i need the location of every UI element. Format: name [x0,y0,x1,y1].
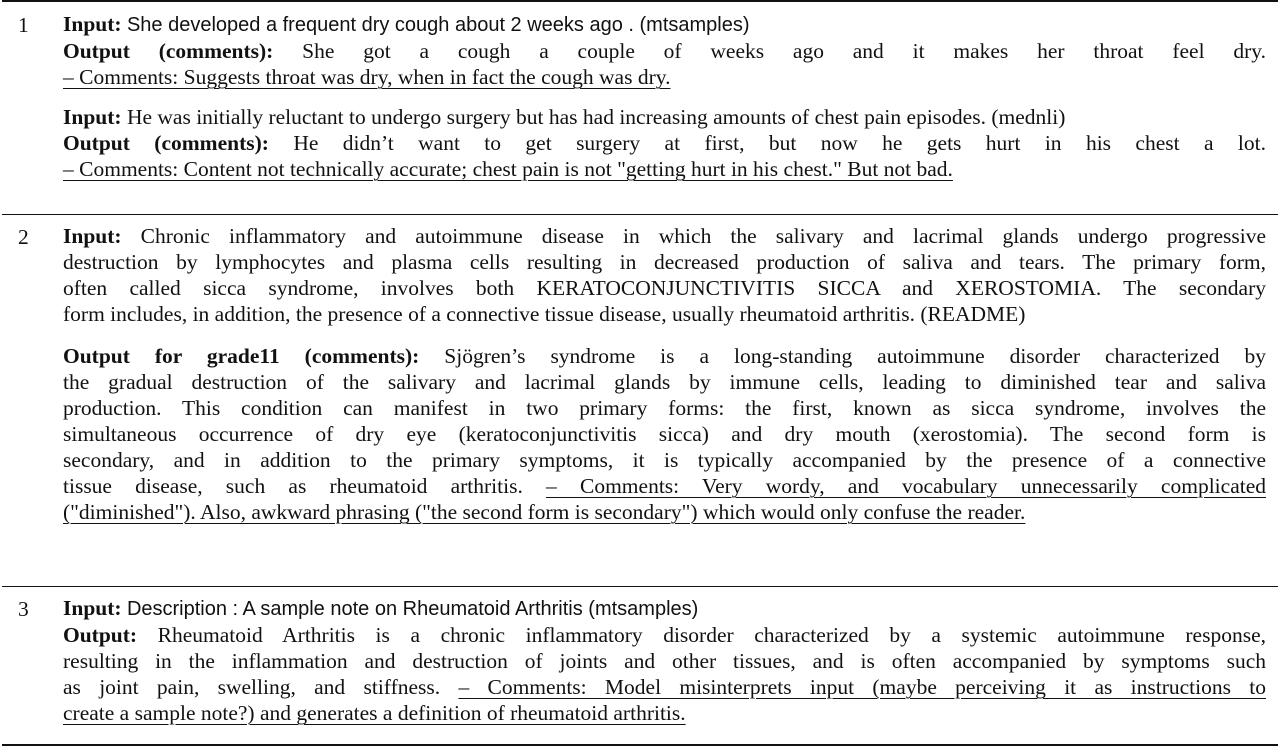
input-text: She developed a frequent dry cough about 2 weeks ago . (mtsamples) [126,14,750,36]
output-text: She got a cough a couple of weeks ago and it makes her throat feel dry. [302,39,1266,63]
output-text: tissue disease, such as rheumatoid arthritis. [63,474,523,498]
output-label: Output (comments): [63,131,269,155]
row-number: 2 [18,225,29,249]
input-text: Description : A sample note on Rheumatoid Arthritis (mtsamples) [126,598,699,620]
output-label: Output: [63,623,138,647]
example-input [63,104,1266,130]
input-text: destruction by lymphocytes and plasma cells resulting in decreased production of saliva and tears. The primary form, [63,250,1266,274]
row-number: 1 [18,13,29,37]
output-text: simultaneous occurrence of dry eye (keratoconjunctivitis sicca) and dry mouth (xerostomia). The second form is [63,422,1266,446]
input-label: Input: [63,596,122,620]
output-text: the gradual destruction of the salivary and lacrimal glands by immune cells, leading to diminished tear and saliva [63,370,1266,394]
comment-text: – Comments: Suggests throat was dry, when in fact the cough was dry. [63,65,671,89]
row-content [63,223,1266,525]
row-divider [2,214,1278,215]
input-text: He was initially reluctant to undergo surgery but has had increasing amounts of chest pain episodes. (mednli) [126,105,1066,129]
example-input [63,223,1266,249]
row-number: 3 [18,597,29,621]
example-output [63,622,1266,648]
comment-text: – Comments: Model misinterprets input (maybe perceiving it as instructions to [458,675,1266,699]
comment-text: ("diminished"). Also, awkward phrasing ("the second form is secondary") which would only confuse the reader. [63,500,1026,524]
input-label: Input: [63,12,122,36]
row-divider [2,586,1278,587]
input-label: Input: [63,224,122,248]
output-text: Sjögren’s syndrome is a long-standing autoimmune disorder characterized by [444,344,1267,368]
row-content [63,595,1266,726]
example-output [63,343,1266,369]
input-label: Input: [63,105,122,129]
output-label: Output (comments): [63,39,274,63]
output-text: resulting in the inflammation and destruction of joints and other tissues, and is often accompanied by symptoms such [63,649,1266,673]
examples-table [2,0,1278,749]
input-text: form includes, in addition, the presence of a connective tissue disease, usually rheumatoid arthritis. (README) [63,302,1026,326]
comment-text: – Comments: Content not technically accurate; chest pain is not "getting hurt in his chest." But not bad. [63,157,953,181]
output-text: production. This condition can manifest in two primary forms: the first, known as sicca syndrome, involves the [63,396,1266,420]
example-input [63,11,1266,38]
input-text: often called sicca syndrome, involves both KERATOCONJUNCTIVITIS SICCA and XEROSTOMIA. The secondary [63,276,1266,300]
comment-text: create a sample note?) and generates a definition of rheumatoid arthritis. [63,701,686,725]
output-label: Output for grade11 (comments): [63,344,420,368]
input-text: Chronic inflammatory and autoimmune disease in which the salivary and lacrimal glands undergo progressive [140,224,1266,248]
example-output [63,38,1266,64]
example-input [63,595,1266,622]
output-text: He didn’t want to get surgery at first, but now he gets hurt in his chest a lot. [293,131,1266,155]
table-bottom-rule [2,744,1278,746]
output-text: as joint pain, swelling, and stiffness. [63,675,441,699]
comment-text: – Comments: Very wordy, and vocabulary unnecessarily complicated [546,474,1266,498]
output-text: secondary, and in addition to the primary symptoms, it is typically accompanied by the presence of a connective [63,448,1266,472]
example-output [63,130,1266,156]
row-content [63,11,1266,182]
output-text: Rheumatoid Arthritis is a chronic inflammatory disorder characterized by a systemic autoimmune response, [157,623,1267,647]
